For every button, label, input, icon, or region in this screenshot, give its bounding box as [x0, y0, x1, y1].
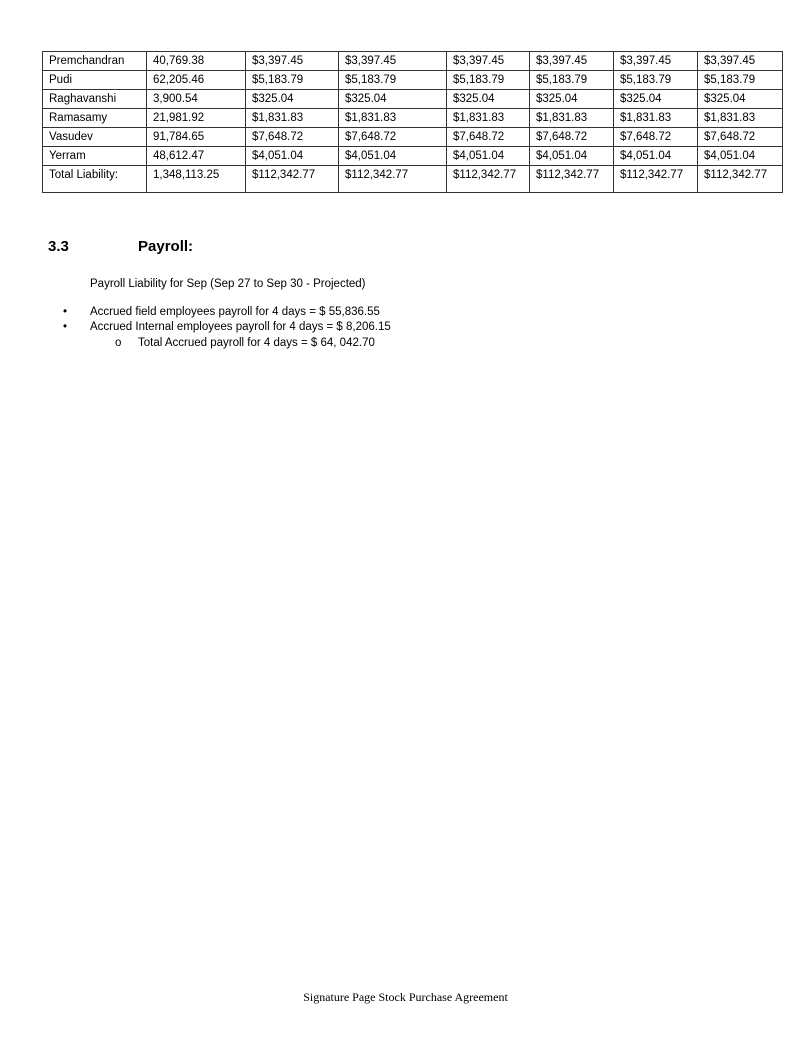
table-cell: $3,397.45	[339, 52, 447, 71]
table-cell: $112,342.77	[698, 166, 783, 193]
table-cell: $1,831.83	[447, 109, 530, 128]
row-label-cell: Premchandran	[43, 52, 147, 71]
row-label-cell: Yerram	[43, 147, 147, 166]
total-row	[43, 166, 783, 193]
table-cell: $3,397.45	[246, 52, 339, 71]
table-cell: $4,051.04	[339, 147, 447, 166]
row-label-cell: Vasudev	[43, 128, 147, 147]
row-label-cell: Ramasamy	[43, 109, 147, 128]
table-cell: $4,051.04	[246, 147, 339, 166]
table-cell: $5,183.79	[698, 71, 783, 90]
table-cell: $1,831.83	[530, 109, 614, 128]
table-cell: $112,342.77	[447, 166, 530, 193]
table-row	[43, 128, 783, 147]
table-cell: $7,648.72	[614, 128, 698, 147]
table-row	[43, 147, 783, 166]
table-cell: $325.04	[246, 90, 339, 109]
section-heading	[48, 238, 193, 255]
table-cell: $4,051.04	[530, 147, 614, 166]
liability-table	[42, 51, 783, 193]
row-label-cell: Raghavanshi	[43, 90, 147, 109]
sub-bullet-item: o Total Accrued payroll for 4 days = $ 64, 042.70	[115, 337, 375, 349]
table-cell: 40,769.38	[147, 52, 246, 71]
table-cell: $7,648.72	[246, 128, 339, 147]
page-footer: Signature Page Stock Purchase Agreement	[303, 990, 508, 1004]
table-cell: $1,831.83	[339, 109, 447, 128]
section-title: Payroll:	[138, 238, 194, 255]
table-cell: 21,981.92	[147, 109, 246, 128]
table-cell: $112,342.77	[246, 166, 339, 193]
table-row	[43, 52, 783, 71]
row-label-cell: Total Liability:	[43, 166, 147, 193]
table-cell: 3,900.54	[147, 90, 246, 109]
table-cell: $5,183.79	[339, 71, 447, 90]
table-cell: $5,183.79	[530, 71, 614, 90]
table-cell: $4,051.04	[447, 147, 530, 166]
table-cell: $3,397.45	[530, 52, 614, 71]
table-cell: $5,183.79	[246, 71, 339, 90]
table-row	[43, 109, 783, 128]
table-cell: $112,342.77	[530, 166, 614, 193]
table-cell: 91,784.65	[147, 128, 246, 147]
table-cell: 48,612.47	[147, 147, 246, 166]
table-cell: $4,051.04	[698, 147, 783, 166]
table-row	[43, 71, 783, 90]
section-subtitle: Payroll Liability for Sep (Sep 27 to Sep 30 - Projected)	[90, 278, 366, 290]
table-cell: $7,648.72	[339, 128, 447, 147]
table-cell: $112,342.77	[614, 166, 698, 193]
table-cell: $325.04	[530, 90, 614, 109]
table-cell: $5,183.79	[447, 71, 530, 90]
row-label-cell: Pudi	[43, 71, 147, 90]
table-cell: $7,648.72	[447, 128, 530, 147]
bullet-dot-icon: •	[63, 306, 68, 318]
table-cell: 62,205.46	[147, 71, 246, 90]
table-cell: $1,831.83	[246, 109, 339, 128]
table-cell: $1,831.83	[614, 109, 698, 128]
table-cell: $3,397.45	[614, 52, 698, 71]
table-cell: $3,397.45	[698, 52, 783, 71]
table-cell: $325.04	[339, 90, 447, 109]
bullet-dot-icon: •	[63, 321, 68, 333]
table-cell: 1,348,113.25	[147, 166, 246, 193]
section-number: 3.3	[48, 238, 69, 255]
circle-bullet-icon: o	[115, 337, 122, 349]
table-cell: $4,051.04	[614, 147, 698, 166]
table-cell: $3,397.45	[447, 52, 530, 71]
table-row	[43, 90, 783, 109]
table-cell: $325.04	[447, 90, 530, 109]
table-cell: $112,342.77	[339, 166, 447, 193]
table-cell: $7,648.72	[530, 128, 614, 147]
table-cell: $5,183.79	[614, 71, 698, 90]
table-cell: $1,831.83	[698, 109, 783, 128]
table-cell: $7,648.72	[698, 128, 783, 147]
table-cell: $325.04	[614, 90, 698, 109]
table-cell: $325.04	[698, 90, 783, 109]
